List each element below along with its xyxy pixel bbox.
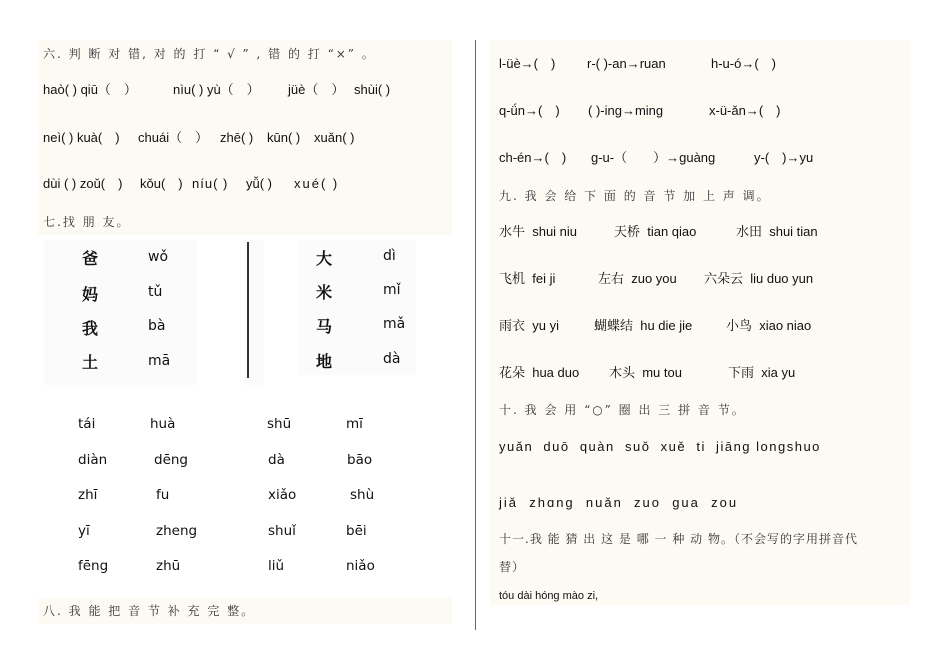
pinyin-grid-cell: fu bbox=[156, 487, 170, 503]
s9-row2-item: 飞机 fei ji bbox=[499, 271, 556, 286]
pinyin-grid-cell: diàn bbox=[78, 452, 108, 468]
pinyin-grid-cell: mī bbox=[346, 416, 363, 432]
section-11-title-cont: 替） bbox=[499, 560, 526, 574]
s11-text: tóu dài hóng mào zi, bbox=[499, 590, 599, 602]
s6-row2-item: kūn( ) bbox=[267, 130, 301, 145]
s9-row3-item: 雨衣 yu yi bbox=[499, 318, 559, 333]
section-9-title: 九. 我 会 给 下 面 的 音 节 加 上 声 调。 bbox=[499, 189, 771, 203]
s10-row1: yuǎn duō quàn suǒ xuě ti jiāng longshuo bbox=[499, 439, 821, 454]
pinyin-grid-cell: bāo bbox=[347, 452, 373, 468]
s8-row3-item: g-u-（ ）→guàng bbox=[591, 150, 716, 165]
pinyin-grid-cell: shuǐ bbox=[268, 523, 296, 539]
s6-row3-item: kǒu( ) bbox=[140, 176, 183, 191]
s6-row3-item: xué( ) bbox=[294, 176, 340, 191]
match-box-right bbox=[298, 240, 416, 375]
pinyin: dì bbox=[383, 248, 396, 264]
pinyin: wǒ bbox=[148, 249, 169, 265]
pinyin: tǔ bbox=[148, 284, 163, 300]
s9-row4-item: 花朵 hua duo bbox=[499, 365, 580, 380]
pinyin: dà bbox=[383, 351, 401, 367]
pinyin: mǐ bbox=[383, 282, 401, 298]
pinyin-grid-cell: dēng bbox=[154, 452, 189, 468]
s9-row3-item: 蝴蝶结 hu die jie bbox=[594, 318, 693, 333]
s9-row3-item: 小鸟 xiao niao bbox=[726, 318, 812, 333]
s6-row1-item: shùi( ) bbox=[354, 82, 391, 97]
hanzi: 土 bbox=[82, 353, 99, 372]
hanzi: 米 bbox=[316, 283, 333, 302]
s9-row1-item: 水牛 shui niu bbox=[499, 224, 578, 239]
match-box-left bbox=[44, 240, 197, 385]
s8-row1-item: r-( )-an→ruan bbox=[587, 56, 666, 71]
s6-row3-item: níu( ) bbox=[192, 176, 229, 191]
s6-row3-item: dùi ( ) zoǔ( ) bbox=[43, 176, 123, 191]
section-11-title: 十一.我 能 猜 出 这 是 哪 一 种 动 物。（不会写的字用拼音代 bbox=[499, 532, 858, 546]
pinyin-grid-cell: zhū bbox=[156, 558, 181, 574]
s8-row2-item: ( )-ing→ming bbox=[588, 103, 664, 118]
s6-row3-item: yǚ( ) bbox=[246, 176, 272, 191]
hanzi: 爸 bbox=[82, 249, 99, 268]
pinyin: mā bbox=[148, 353, 171, 369]
s9-row1-item: 天桥 tian qiao bbox=[614, 224, 697, 239]
pinyin-grid-cell: niǎo bbox=[346, 558, 375, 574]
s9-row4-item: 下雨 xia yu bbox=[728, 365, 796, 380]
section-6-title: 六. 判 断 对 错, 对 的 打 “ √ ” , 错 的 打 “×” 。 bbox=[43, 47, 376, 61]
pinyin-grid-cell: yī bbox=[78, 523, 90, 539]
pinyin: mǎ bbox=[383, 316, 406, 332]
pinyin-grid-cell: shū bbox=[267, 416, 292, 432]
s6-row2-item: chuái（ ） bbox=[138, 130, 209, 145]
hanzi: 大 bbox=[316, 249, 333, 268]
page-divider bbox=[475, 40, 476, 630]
pinyin-grid-cell: huà bbox=[150, 416, 176, 432]
section-8-title: 八. 我 能 把 音 节 补 充 完 整。 bbox=[43, 604, 256, 618]
s6-row1-item: nìu( ) yù（ ） bbox=[173, 82, 260, 97]
s8-row3-item: ch-én→( ) bbox=[499, 150, 567, 165]
s10-row2: jiǎ zhɑng nuǎn zuo gua zou bbox=[499, 495, 739, 510]
s6-row1-item: haò( ) qiū（ ） bbox=[43, 82, 137, 97]
section-10-title: 十. 我 会 用 “○” 圈 出 三 拼 音 节。 bbox=[499, 403, 746, 417]
pinyin-grid-cell: tái bbox=[78, 416, 96, 432]
s8-row1-item: h-u-ó→( ) bbox=[711, 56, 777, 71]
s6-row2-item: xuǎn( ) bbox=[314, 130, 355, 145]
hanzi: 妈 bbox=[82, 285, 99, 304]
s8-row3-item: y-( )→yu bbox=[754, 150, 814, 165]
s6-row2-item: zhē( ) bbox=[220, 130, 254, 145]
s9-row2-item: 左右 zuo you bbox=[598, 271, 677, 286]
match-separator bbox=[244, 240, 264, 385]
s9-row2-item: 六朵云 liu duo yun bbox=[704, 271, 814, 286]
pinyin-grid-cell: fēng bbox=[78, 558, 109, 574]
pinyin-grid-cell: liǔ bbox=[268, 558, 285, 574]
pinyin-grid-cell: dà bbox=[268, 452, 285, 468]
s9-row4-item: 木头 mu tou bbox=[609, 365, 682, 380]
pinyin-grid-cell: zhī bbox=[78, 487, 98, 503]
pinyin-grid-cell: xiǎo bbox=[268, 487, 297, 503]
hanzi: 地 bbox=[316, 352, 333, 371]
pinyin-grid-cell: shù bbox=[350, 487, 375, 503]
s6-row1-item: jüè（ ） bbox=[288, 82, 345, 97]
hanzi: 我 bbox=[82, 319, 99, 338]
pinyin-grid-cell: bēi bbox=[346, 523, 367, 539]
section-7-title: 七.找 朋 友。 bbox=[43, 215, 131, 229]
s6-row2-item: neì( ) kuà( ) bbox=[43, 130, 120, 145]
pinyin-grid-cell: zheng bbox=[156, 523, 198, 539]
separator-line bbox=[247, 242, 249, 378]
s8-row2-item: q-ǘn→( ) bbox=[499, 103, 560, 118]
pinyin: bà bbox=[148, 318, 166, 334]
s8-row1-item: l-üè→( ) bbox=[499, 56, 556, 71]
s9-row1-item: 水田 shui tian bbox=[736, 224, 818, 239]
hanzi: 马 bbox=[316, 317, 333, 336]
s8-row2-item: x-ü-ǎn→( ) bbox=[709, 103, 781, 118]
